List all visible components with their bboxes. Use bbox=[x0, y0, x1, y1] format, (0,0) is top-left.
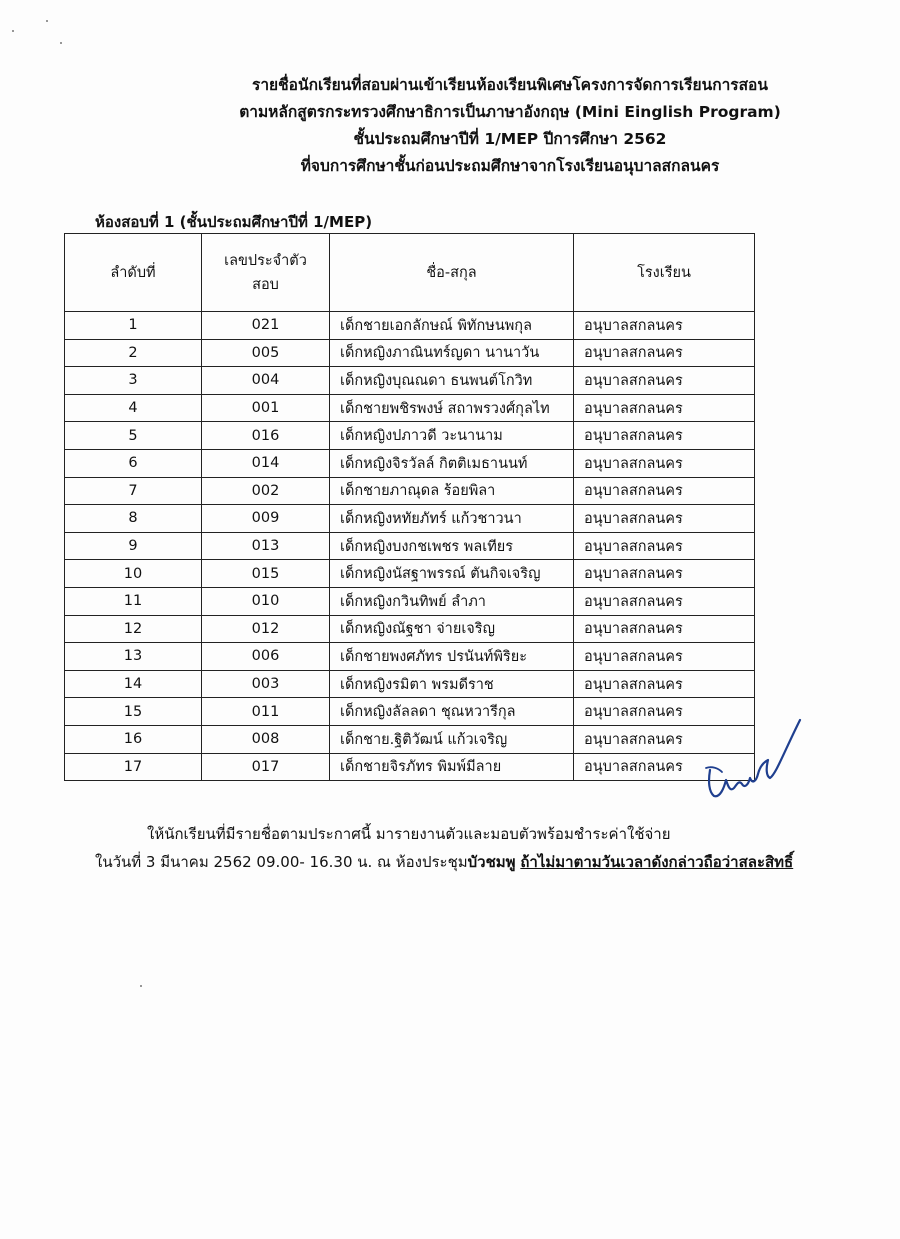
exam-id-cell: 006 bbox=[202, 643, 330, 671]
notice-date-time: ในวันที่ 3 มีนาคม 2562 09.00- 16.30 น. ณ ห้องประชุม bbox=[95, 853, 468, 871]
table-row bbox=[65, 394, 755, 422]
student-name-cell: เด็กหญิงณัฐชา จ่ายเจริญ bbox=[330, 615, 574, 643]
table-row bbox=[65, 670, 755, 698]
header-full-name: ชื่อ-สกุล bbox=[330, 234, 574, 312]
student-name-cell: เด็กชายพชิรพงษ์ สถาพรวงศ์กุลไท bbox=[330, 394, 574, 422]
exam-id-cell: 015 bbox=[202, 560, 330, 588]
exam-id-cell: 017 bbox=[202, 753, 330, 781]
table-row bbox=[65, 339, 755, 367]
scan-speck bbox=[46, 20, 48, 22]
table-row bbox=[65, 367, 755, 395]
table-row bbox=[65, 449, 755, 477]
student-name-cell: เด็กหญิงนัสฐาพรรณ์ ตันกิจเจริญ bbox=[330, 560, 574, 588]
exam-id-cell: 005 bbox=[202, 339, 330, 367]
order-number-cell: 2 bbox=[65, 339, 202, 367]
student-name-cell: เด็กหญิงปภาวดี วะนานาม bbox=[330, 422, 574, 450]
student-name-cell: เด็กชายเอกลักษณ์ พิทักษนพกุล bbox=[330, 312, 574, 340]
student-roster-table bbox=[64, 233, 755, 781]
header-exam-id bbox=[202, 234, 330, 312]
school-cell: อนุบาลสกลนคร bbox=[574, 560, 755, 588]
student-name-cell: เด็กหญิงรมิตา พรมดีราช bbox=[330, 670, 574, 698]
exam-id-cell: 012 bbox=[202, 615, 330, 643]
table-row bbox=[65, 560, 755, 588]
header-exam-id-line-1: เลขประจำตัว bbox=[224, 252, 307, 269]
student-name-cell: เด็กหญิงจิรวัลล์ กิตติเมธานนท์ bbox=[330, 449, 574, 477]
exam-id-cell: 010 bbox=[202, 587, 330, 615]
student-name-cell: เด็กหญิงภาณินทร์ญดา นานาวัน bbox=[330, 339, 574, 367]
student-name-cell: เด็กชาย.ฐิติวัฒน์ แก้วเจริญ bbox=[330, 725, 574, 753]
order-number-cell: 15 bbox=[65, 698, 202, 726]
table-row bbox=[65, 615, 755, 643]
notice-venue: บัวชมพู bbox=[467, 853, 516, 871]
school-cell: อนุบาลสกลนคร bbox=[574, 312, 755, 340]
student-name-cell: เด็กชายพงศภัทร ปรนันท์พิริยะ bbox=[330, 643, 574, 671]
table-row bbox=[65, 753, 755, 781]
exam-id-cell: 013 bbox=[202, 532, 330, 560]
order-number-cell: 13 bbox=[65, 643, 202, 671]
header-order-number: ลำดับที่ bbox=[65, 234, 202, 312]
order-number-cell: 6 bbox=[65, 449, 202, 477]
notice-line-2 bbox=[95, 848, 795, 876]
heading-line-3: ชั้นประถมศึกษาปีที่ 1/MEP ปีการศึกษา 2562 bbox=[353, 130, 667, 148]
table-row bbox=[65, 505, 755, 533]
student-name-cell: เด็กหญิงบุณณดา ธนพนต์โกวิท bbox=[330, 367, 574, 395]
school-cell: อนุบาลสกลนคร bbox=[574, 394, 755, 422]
heading-line-2: ตามหลักสูตรกระทรวงศึกษาธิการเป็นภาษาอังกฤษ (Mini Einglish Program) bbox=[239, 103, 781, 121]
table-row bbox=[65, 312, 755, 340]
exam-id-cell: 011 bbox=[202, 698, 330, 726]
school-cell: อนุบาลสกลนคร bbox=[574, 698, 755, 726]
heading-line-1: รายชื่อนักเรียนที่สอบผ่านเข้าเรียนห้องเรียนพิเศษโครงการจัดการเรียนการสอน bbox=[252, 76, 768, 94]
order-number-cell: 12 bbox=[65, 615, 202, 643]
school-cell: อนุบาลสกลนคร bbox=[574, 587, 755, 615]
table-row bbox=[65, 587, 755, 615]
school-cell: อนุบาลสกลนคร bbox=[574, 532, 755, 560]
school-cell: อนุบาลสกลนคร bbox=[574, 753, 755, 781]
school-cell: อนุบาลสกลนคร bbox=[574, 367, 755, 395]
order-number-cell: 14 bbox=[65, 670, 202, 698]
school-cell: อนุบาลสกลนคร bbox=[574, 449, 755, 477]
order-number-cell: 17 bbox=[65, 753, 202, 781]
exam-id-cell: 021 bbox=[202, 312, 330, 340]
notice-warning: ถ้าไม่มาตามวันเวลาดังกล่าวถือว่าสละสิทธิ์ bbox=[520, 853, 794, 871]
scan-speck bbox=[60, 42, 62, 44]
heading-line-4: ที่จบการศึกษาชั้นก่อนประถมศึกษาจากโรงเรียนอนุบาลสกลนคร bbox=[300, 157, 720, 175]
table-row bbox=[65, 532, 755, 560]
exam-id-cell: 008 bbox=[202, 725, 330, 753]
student-name-cell: เด็กหญิงหทัยภัทร์ แก้วชาวนา bbox=[330, 505, 574, 533]
school-cell: อนุบาลสกลนคร bbox=[574, 422, 755, 450]
exam-id-cell: 003 bbox=[202, 670, 330, 698]
school-cell: อนุบาลสกลนคร bbox=[574, 670, 755, 698]
table-row bbox=[65, 698, 755, 726]
table-row bbox=[65, 643, 755, 671]
school-cell: อนุบาลสกลนคร bbox=[574, 505, 755, 533]
exam-room-title: ห้องสอบที่ 1 (ชั้นประถมศึกษาปีที่ 1/MEP) bbox=[95, 213, 373, 231]
school-cell: อนุบาลสกลนคร bbox=[574, 339, 755, 367]
table-row bbox=[65, 477, 755, 505]
student-name-cell: เด็กหญิงกวินทิพย์ ลำภา bbox=[330, 587, 574, 615]
order-number-cell: 10 bbox=[65, 560, 202, 588]
exam-id-cell: 009 bbox=[202, 505, 330, 533]
exam-id-cell: 016 bbox=[202, 422, 330, 450]
order-number-cell: 8 bbox=[65, 505, 202, 533]
header-school: โรงเรียน bbox=[574, 234, 755, 312]
handwritten-signature bbox=[700, 712, 810, 802]
order-number-cell: 7 bbox=[65, 477, 202, 505]
table-header-row bbox=[65, 234, 755, 312]
student-name-cell: เด็กหญิงบงกชเพชร พลเทียร bbox=[330, 532, 574, 560]
order-number-cell: 3 bbox=[65, 367, 202, 395]
scan-speck bbox=[140, 985, 142, 987]
exam-id-cell: 014 bbox=[202, 449, 330, 477]
header-exam-id-line-2: สอบ bbox=[252, 276, 279, 293]
roster-body bbox=[65, 312, 755, 781]
table-row bbox=[65, 422, 755, 450]
order-number-cell: 16 bbox=[65, 725, 202, 753]
document-heading bbox=[200, 72, 820, 180]
school-cell: อนุบาลสกลนคร bbox=[574, 615, 755, 643]
order-number-cell: 4 bbox=[65, 394, 202, 422]
school-cell: อนุบาลสกลนคร bbox=[574, 725, 755, 753]
order-number-cell: 5 bbox=[65, 422, 202, 450]
student-name-cell: เด็กชายจิรภัทร พิมพ์มีลาย bbox=[330, 753, 574, 781]
exam-id-cell: 002 bbox=[202, 477, 330, 505]
school-cell: อนุบาลสกลนคร bbox=[574, 643, 755, 671]
exam-id-cell: 004 bbox=[202, 367, 330, 395]
scan-speck bbox=[12, 30, 14, 32]
student-name-cell: เด็กหญิงลัลลดา ชุณหวารีกุล bbox=[330, 698, 574, 726]
notice-paragraph bbox=[95, 820, 795, 876]
student-name-cell: เด็กชายภาณุดล ร้อยพิลา bbox=[330, 477, 574, 505]
school-cell: อนุบาลสกลนคร bbox=[574, 477, 755, 505]
order-number-cell: 11 bbox=[65, 587, 202, 615]
notice-line-1: ให้นักเรียนที่มีรายชื่อตามประกาศนี้ มารายงานตัวและมอบตัวพร้อมชำระค่าใช้จ่าย bbox=[147, 825, 671, 843]
order-number-cell: 1 bbox=[65, 312, 202, 340]
exam-id-cell: 001 bbox=[202, 394, 330, 422]
order-number-cell: 9 bbox=[65, 532, 202, 560]
table-row bbox=[65, 725, 755, 753]
